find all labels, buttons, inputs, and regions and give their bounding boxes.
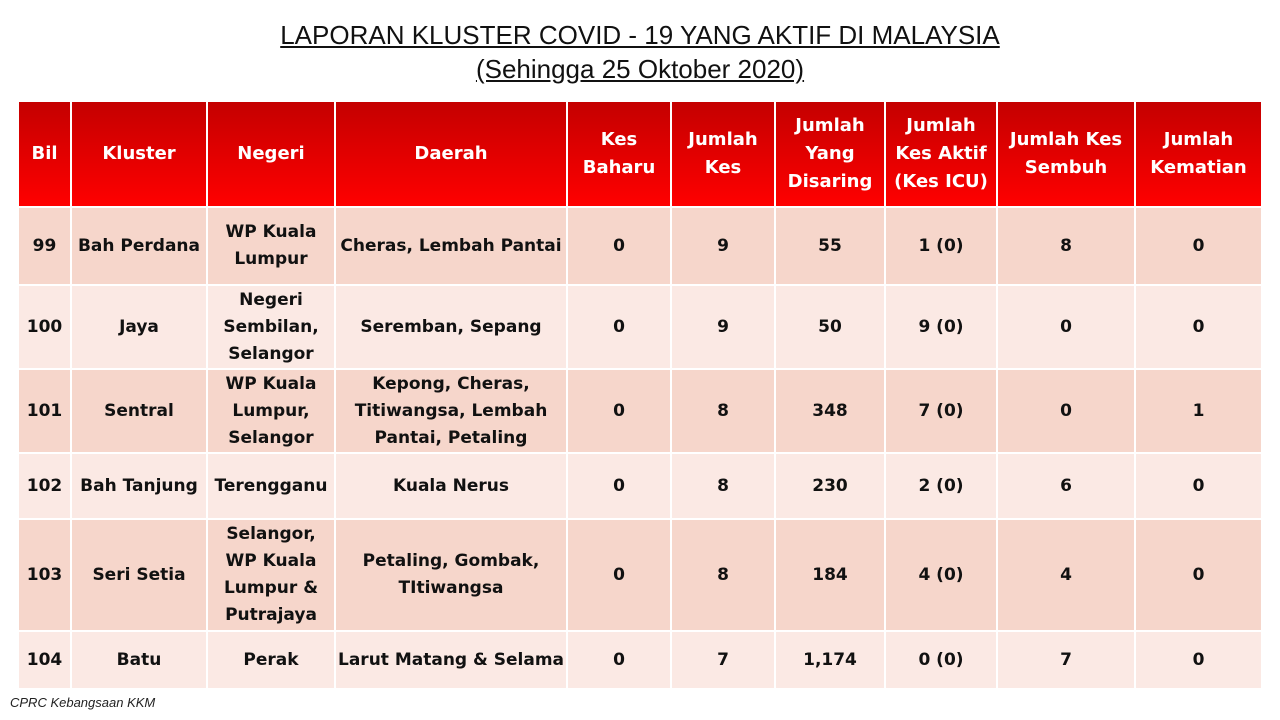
cell-negeri: Negeri Sembilan, Selangor [207,285,335,369]
cell-kes-baharu: 0 [567,519,671,631]
report-title: LAPORAN KLUSTER COVID - 19 YANG AKTIF DI MALAYSIA [280,20,1000,50]
header-kluster: Kluster [71,101,207,207]
cell-kes-sembuh: 4 [997,519,1135,631]
cell-kes-aktif: 9 (0) [885,285,997,369]
header-bil: Bil [18,101,71,207]
cell-kes-aktif: 1 (0) [885,207,997,285]
cell-kematian: 0 [1135,519,1262,631]
cell-daerah: Seremban, Sepang [335,285,567,369]
header-kes-sembuh: Jumlah Kes Sembuh [997,101,1135,207]
cell-kes-baharu: 0 [567,453,671,519]
header-jumlah-kes: Jumlah Kes [671,101,775,207]
cell-kes-aktif: 4 (0) [885,519,997,631]
cell-kematian: 0 [1135,207,1262,285]
cell-bil: 103 [18,519,71,631]
cell-daerah: Petaling, Gombak, TItiwangsa [335,519,567,631]
cell-kematian: 0 [1135,631,1262,689]
header-jumlah-disaring: Jumlah Yang Disaring [775,101,885,207]
cell-kes-baharu: 0 [567,631,671,689]
cell-kluster: Batu [71,631,207,689]
cell-bil: 99 [18,207,71,285]
header-daerah: Daerah [335,101,567,207]
cell-jumlah-disaring: 184 [775,519,885,631]
cell-kes-baharu: 0 [567,369,671,453]
cell-negeri: Selangor, WP Kuala Lumpur & Putrajaya [207,519,335,631]
table-row [18,369,1262,453]
cell-jumlah-kes: 8 [671,453,775,519]
cell-jumlah-disaring: 230 [775,453,885,519]
cell-kes-aktif: 0 (0) [885,631,997,689]
header-negeri: Negeri [207,101,335,207]
cell-bil: 104 [18,631,71,689]
cell-jumlah-kes: 8 [671,369,775,453]
report-date: (Sehingga 25 Oktober 2020) [475,54,805,84]
cell-daerah: Kepong, Cheras, Titiwangsa, Lembah Pantai, Petaling [335,369,567,453]
cell-kes-sembuh: 7 [997,631,1135,689]
cell-kes-baharu: 0 [567,285,671,369]
cell-bil: 102 [18,453,71,519]
cell-kes-aktif: 7 (0) [885,369,997,453]
header-kes-aktif: Jumlah Kes Aktif (Kes ICU) [885,101,997,207]
cell-negeri: WP Kuala Lumpur [207,207,335,285]
cell-kes-sembuh: 0 [997,369,1135,453]
table-row [18,631,1262,689]
cell-kematian: 1 [1135,369,1262,453]
cell-jumlah-kes: 8 [671,519,775,631]
cell-kluster: Bah Perdana [71,207,207,285]
cell-kluster: Sentral [71,369,207,453]
cell-kes-sembuh: 6 [997,453,1135,519]
cell-kluster: Bah Tanjung [71,453,207,519]
source-footer: CPRC Kebangsaan KKM [10,695,156,710]
cell-kluster: Jaya [71,285,207,369]
cell-kematian: 0 [1135,453,1262,519]
cell-kes-aktif: 2 (0) [885,453,997,519]
cell-negeri: WP Kuala Lumpur, Selangor [207,369,335,453]
cell-negeri: Perak [207,631,335,689]
table-row [18,207,1262,285]
cell-daerah: Larut Matang & Selama [335,631,567,689]
table-row [18,519,1262,631]
header-kematian: Jumlah Kematian [1135,101,1262,207]
cell-bil: 100 [18,285,71,369]
cell-jumlah-disaring: 1,174 [775,631,885,689]
cell-bil: 101 [18,369,71,453]
header-kes-baharu: Kes Baharu [567,101,671,207]
cluster-table [17,100,1263,690]
cell-kematian: 0 [1135,285,1262,369]
table-header-row [18,101,1262,207]
cell-jumlah-kes: 9 [671,207,775,285]
cell-kes-sembuh: 8 [997,207,1135,285]
cell-jumlah-kes: 7 [671,631,775,689]
cell-jumlah-disaring: 55 [775,207,885,285]
cell-jumlah-disaring: 348 [775,369,885,453]
cell-daerah: Kuala Nerus [335,453,567,519]
table-row [18,453,1262,519]
table-row [18,285,1262,369]
cell-jumlah-disaring: 50 [775,285,885,369]
cell-negeri: Terengganu [207,453,335,519]
cell-kes-sembuh: 0 [997,285,1135,369]
cell-kluster: Seri Setia [71,519,207,631]
cell-kes-baharu: 0 [567,207,671,285]
cell-jumlah-kes: 9 [671,285,775,369]
cell-daerah: Cheras, Lembah Pantai [335,207,567,285]
